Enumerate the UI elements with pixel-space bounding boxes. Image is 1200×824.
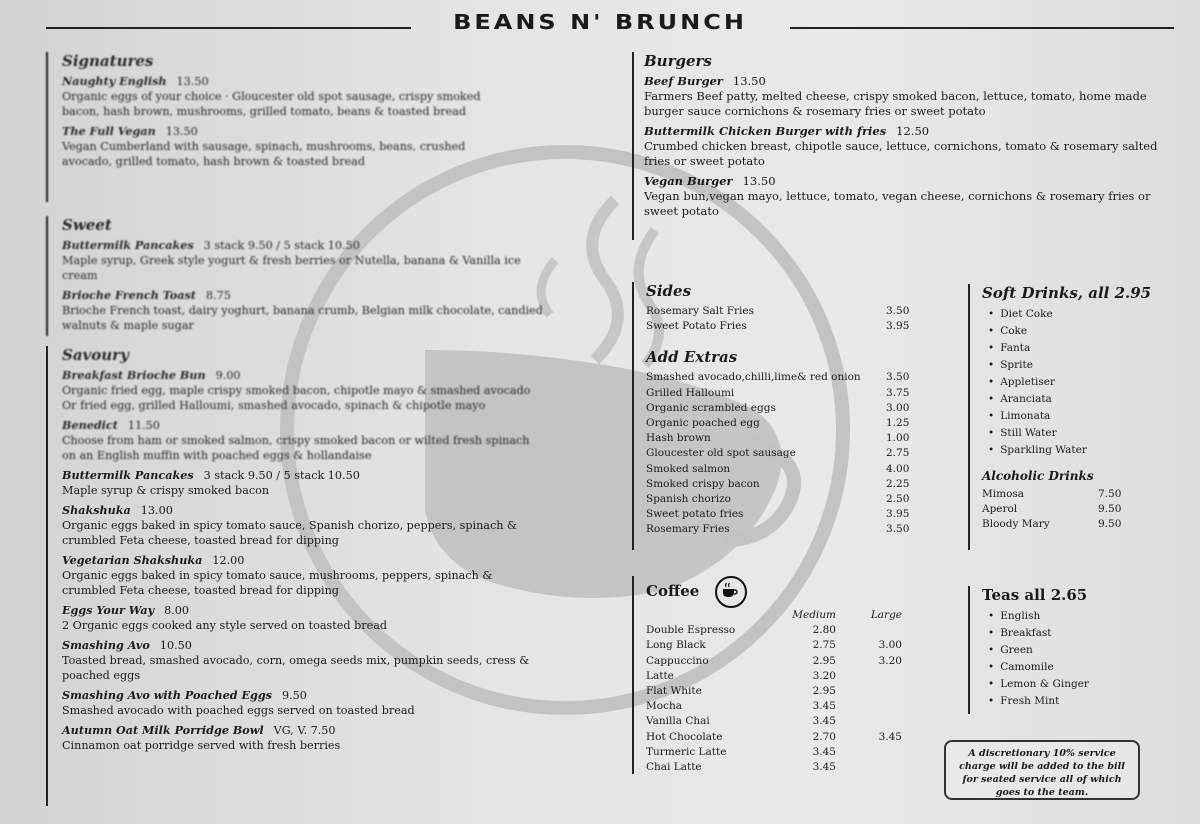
- price-medium: 3.45: [812, 715, 836, 728]
- price-large: [836, 699, 902, 714]
- item-price: 2.50: [886, 493, 910, 506]
- item-name: Shakshuka: [62, 503, 131, 517]
- section-heading: Alcoholic Drinks: [982, 469, 1094, 483]
- section-bar: [968, 284, 970, 550]
- table-row: [646, 319, 909, 334]
- item-price: 1.25: [886, 417, 910, 430]
- item-name: Gloucester old spot sausage: [646, 447, 796, 460]
- item-desc: Smashed avocado with poached eggs served on toasted bread: [62, 704, 415, 717]
- item-price: 8.75: [205, 289, 231, 302]
- list-item: • Camomile: [988, 659, 1168, 676]
- price-medium: 3.45: [812, 700, 836, 713]
- coffee-cup-icon: [715, 576, 747, 608]
- section-bar: [46, 52, 48, 202]
- item-price: 3.75: [886, 386, 910, 399]
- item-name: Sweet Potato Fries: [646, 320, 747, 333]
- section-heading: [646, 576, 932, 608]
- item-price: 13.50: [165, 125, 198, 138]
- table-row: [646, 522, 909, 537]
- price-large: [836, 669, 902, 684]
- table-row: [646, 401, 909, 416]
- list-item: • Still Water: [988, 425, 1168, 442]
- list-item: • English: [988, 608, 1168, 625]
- item-price: 13.50: [742, 174, 776, 188]
- item-price: 8.00: [164, 604, 190, 617]
- item-name: Grilled Halloumi: [646, 386, 735, 399]
- menu-item: [62, 603, 546, 633]
- item-price: 11.50: [127, 419, 160, 432]
- item-name: Naughty English: [62, 74, 167, 88]
- item-price: 7.50: [1098, 488, 1122, 500]
- menu-item: [62, 74, 516, 119]
- menu-item: [62, 468, 546, 498]
- table-row: [646, 760, 902, 775]
- item-desc: Choose from ham or smoked salmon, crispy smoked bacon or wilted fresh spinach on an English muffin with poached eggs & hollandaise: [62, 434, 530, 462]
- table-row: [646, 370, 909, 385]
- item-name: Rosemary Fries: [646, 523, 730, 536]
- item-price: 3 stack 9.50 / 5 stack 10.50: [203, 239, 360, 252]
- list-item: • Fanta: [988, 340, 1168, 357]
- price-medium: 2.95: [812, 685, 836, 698]
- menu-item: [644, 124, 1172, 169]
- item-name: Smashed avocado,chilli,lime& red onion: [646, 371, 861, 384]
- price-large: 3.00: [878, 639, 902, 652]
- list-item: • Breakfast: [988, 625, 1168, 642]
- section-bar: [632, 52, 634, 240]
- item-desc: Farmers Beef patty, melted cheese, crispy smoked bacon, lettuce, tomato, home made burger sauce cornichons & rosemary fries or sweet potato: [644, 89, 1147, 118]
- section-heading: Soft Drinks, all 2.95: [982, 284, 1152, 302]
- table-row: [646, 623, 902, 638]
- section-bar: [632, 282, 634, 550]
- section-heading: Teas all 2.65: [982, 586, 1088, 604]
- price-medium: 2.75: [812, 639, 836, 652]
- coffee-heading-label: Coffee: [646, 582, 700, 600]
- price-medium: 2.70: [812, 730, 836, 743]
- restaurant-title: BEANS N' BRUNCH: [453, 10, 747, 34]
- table-row: [982, 487, 1121, 502]
- item-price: 3.95: [886, 320, 910, 333]
- soft-drinks-list: [988, 306, 1168, 459]
- table-row: [646, 477, 909, 492]
- item-name: Eggs Your Way: [62, 603, 155, 617]
- item-name: Autumn Oat Milk Porridge Bowl: [62, 723, 264, 737]
- item-name: Spanish chorizo: [646, 493, 731, 506]
- menu-item: [62, 553, 546, 598]
- section-heading: Add Extras: [646, 348, 738, 367]
- item-price: 2.25: [886, 477, 910, 490]
- list-item: • Fresh Mint: [988, 693, 1168, 710]
- table-row: [646, 492, 909, 507]
- item-desc: Cinnamon oat porridge served with fresh berries: [62, 739, 341, 752]
- item-price: 13.50: [176, 75, 209, 88]
- item-name: Aperol: [982, 503, 1018, 516]
- price-large: 3.45: [878, 730, 902, 743]
- item-price: 3.95: [886, 508, 910, 521]
- table-row: [646, 669, 902, 684]
- list-item: • Aranciata: [988, 391, 1168, 408]
- item-name: Buttermilk Pancakes: [62, 468, 194, 482]
- coffee-section: [632, 576, 932, 775]
- teas-section: [968, 586, 1168, 710]
- table-header: [646, 608, 902, 623]
- item-name: Double Espresso: [646, 624, 736, 637]
- item-price: 12.00: [212, 554, 245, 567]
- price-medium: 3.20: [812, 669, 836, 682]
- item-price: VG, V. 7.50: [273, 724, 336, 737]
- item-desc: Organic eggs of your choice · Gloucester old spot sausage, crispy smoked bacon, hash brown, mushrooms, grilled tomato, beans & toasted bread: [62, 90, 481, 118]
- table-row: [982, 517, 1121, 532]
- item-price: 3.50: [886, 371, 910, 384]
- section-heading: Sides: [646, 282, 692, 300]
- item-desc: 2 Organic eggs cooked any style served on toasted bread: [62, 619, 388, 632]
- drinks-section: [968, 284, 1168, 533]
- table-row: [646, 304, 909, 319]
- table-row: [646, 386, 909, 401]
- table-row: [646, 462, 909, 477]
- table-row: [646, 446, 909, 461]
- section-heading: Signatures: [62, 52, 154, 70]
- section-bar: [632, 576, 634, 774]
- service-charge-notice: A discretionary 10% service charge will be added to the bill for seated service all of which goes to the team.: [944, 740, 1140, 800]
- table-row: [646, 730, 902, 745]
- table-row: [646, 507, 909, 522]
- item-price: 9.00: [215, 369, 241, 382]
- coffee-table: [646, 608, 902, 775]
- item-name: Turmeric Latte: [646, 745, 727, 758]
- list-item: • Green: [988, 642, 1168, 659]
- list-item: • Sparkling Water: [988, 442, 1168, 459]
- list-item: • Appletiser: [988, 374, 1168, 391]
- item-name: Brioche French Toast: [62, 288, 196, 302]
- title-rule-right: [790, 27, 1174, 29]
- item-desc: Maple syrup, Greek style yogurt & fresh berries or Nutella, banana & Vanilla ice cream: [62, 254, 521, 282]
- item-name: Bloody Mary: [982, 518, 1050, 531]
- item-name: Mimosa: [982, 488, 1025, 500]
- item-name: Mocha: [646, 700, 682, 713]
- item-name: Long Black: [646, 639, 706, 652]
- section-bar: [968, 586, 970, 714]
- item-price: 4.00: [886, 462, 910, 475]
- price-medium: 3.45: [812, 761, 836, 774]
- item-price: 9.50: [1098, 518, 1122, 531]
- menu-item: [62, 418, 546, 463]
- item-name: Flat White: [646, 685, 702, 698]
- item-name: Beef Burger: [644, 74, 723, 88]
- item-price: 3 stack 9.50 / 5 stack 10.50: [203, 469, 360, 482]
- list-item: • Limonata: [988, 408, 1168, 425]
- item-price: 3.00: [886, 401, 910, 414]
- price-large: [836, 714, 902, 729]
- menu-item: [62, 503, 546, 548]
- item-price: 13.00: [140, 504, 173, 517]
- table-row: [646, 684, 902, 699]
- alcoholic-table: [982, 487, 1121, 533]
- item-desc: Organic eggs baked in spicy tomato sauce, mushrooms, peppers, spinach & crumbled Feta cheese, toasted bread for dipping: [62, 569, 493, 597]
- table-row: [646, 654, 902, 669]
- table-row: [646, 638, 902, 653]
- savoury-section: [46, 346, 546, 758]
- item-desc: Toasted bread, smashed avocado, corn, omega seeds mix, pumpkin seeds, cress & poached eggs: [62, 654, 530, 682]
- sweet-section: [46, 216, 546, 338]
- menu-item: [62, 723, 546, 753]
- teas-list: [988, 608, 1168, 710]
- price-large: [836, 623, 902, 638]
- item-name: Buttermilk Chicken Burger with fries: [644, 124, 887, 138]
- menu-item: [644, 174, 1172, 219]
- section-heading: Burgers: [644, 52, 712, 70]
- item-name: The Full Vegan: [62, 124, 156, 138]
- menu-item: [644, 74, 1172, 119]
- list-item: • Coke: [988, 323, 1168, 340]
- item-price: 3.50: [886, 305, 910, 317]
- table-row: [646, 416, 909, 431]
- menu-item: [62, 238, 546, 283]
- menu-item: [62, 638, 546, 683]
- item-name: Smashing Avo with Poached Eggs: [62, 688, 272, 702]
- menu-item: [62, 688, 546, 718]
- item-desc: Vegan Cumberland with sausage, spinach, mushrooms, beans, crushed avocado, grilled tomato, hash brown & toasted bread: [62, 140, 466, 168]
- item-name: Chai Latte: [646, 761, 702, 774]
- section-heading: Savoury: [62, 346, 129, 364]
- item-price: 9.50: [281, 689, 307, 702]
- item-price: 3.50: [886, 523, 910, 536]
- item-name: Cappuccino: [646, 654, 709, 667]
- item-price: 12.50: [896, 124, 930, 138]
- price-large: 3.20: [878, 654, 902, 667]
- burgers-section: [632, 52, 1172, 224]
- menu-item: [62, 368, 546, 413]
- col-medium: Medium: [792, 609, 836, 621]
- price-medium: 2.80: [812, 624, 836, 637]
- table-row: [646, 431, 909, 446]
- item-desc: Brioche French toast, dairy yoghurt, banana crumb, Belgian milk chocolate, candied walnuts & maple sugar: [62, 304, 543, 332]
- list-item: • Lemon & Ginger: [988, 676, 1168, 693]
- item-name: Organic poached egg: [646, 417, 760, 430]
- item-name: Latte: [646, 669, 674, 682]
- item-price: 9.50: [1098, 503, 1122, 516]
- item-desc: Organic fried egg, maple crispy smoked bacon, chipotle mayo & smashed avocado Or fried egg, grilled Halloumi, smashed avocado, spinach & chipotle mayo: [62, 384, 531, 412]
- section-bar: [46, 216, 48, 336]
- item-desc: Vegan bun,vegan mayo, lettuce, tomato, vegan cheese, cornichons & rosemary fries or sweet potato: [644, 189, 1151, 218]
- list-item: • Diet Coke: [988, 306, 1168, 323]
- price-large: [836, 760, 902, 775]
- item-desc: Organic eggs baked in spicy tomato sauce, Spanish chorizo, peppers, spinach & crumbled Feta cheese, toasted bread for dipping: [62, 519, 517, 547]
- table-row: [646, 745, 902, 760]
- item-name: Vegan Burger: [644, 174, 733, 188]
- sides-extras-section: [632, 282, 932, 538]
- item-name: Smashing Avo: [62, 638, 150, 652]
- list-item: • Sprite: [988, 357, 1168, 374]
- sides-table: [646, 304, 909, 334]
- price-medium: 3.45: [812, 745, 836, 758]
- price-large: [836, 745, 902, 760]
- extras-table: [646, 370, 909, 537]
- item-name: Buttermilk Pancakes: [62, 238, 194, 252]
- menu-item: [62, 124, 516, 169]
- section-heading: Sweet: [62, 216, 112, 234]
- item-name: Rosemary Salt Fries: [646, 305, 754, 317]
- signatures-section: [46, 52, 516, 174]
- item-name: Hot Chocolate: [646, 730, 723, 743]
- price-large: [836, 684, 902, 699]
- table-row: [646, 699, 902, 714]
- price-medium: 2.95: [812, 654, 836, 667]
- item-price: 2.75: [886, 447, 910, 460]
- table-row: [982, 502, 1121, 517]
- item-price: 1.00: [886, 432, 910, 445]
- item-name: Hash brown: [646, 432, 711, 445]
- item-name: Vegetarian Shakshuka: [62, 553, 203, 567]
- item-price: 13.50: [732, 74, 766, 88]
- item-name: Smoked crispy bacon: [646, 477, 760, 490]
- item-name: Sweet potato fries: [646, 508, 744, 521]
- item-name: Vanilla Chai: [646, 715, 710, 728]
- item-desc: Maple syrup & crispy smoked bacon: [62, 484, 270, 497]
- section-bar: [46, 346, 48, 806]
- item-name: Breakfast Brioche Bun: [62, 368, 206, 382]
- item-desc: Crumbed chicken breast, chipotle sauce, lettuce, cornichons, tomato & rosemary salted fries or sweet potato: [644, 139, 1158, 168]
- item-name: Benedict: [62, 418, 118, 432]
- item-name: Organic scrambled eggs: [646, 401, 776, 414]
- col-large: Large: [870, 609, 902, 621]
- menu-item: [62, 288, 546, 333]
- title-rule-left: [46, 27, 411, 29]
- item-name: Smoked salmon: [646, 462, 731, 475]
- table-row: [646, 714, 902, 729]
- item-price: 10.50: [159, 639, 192, 652]
